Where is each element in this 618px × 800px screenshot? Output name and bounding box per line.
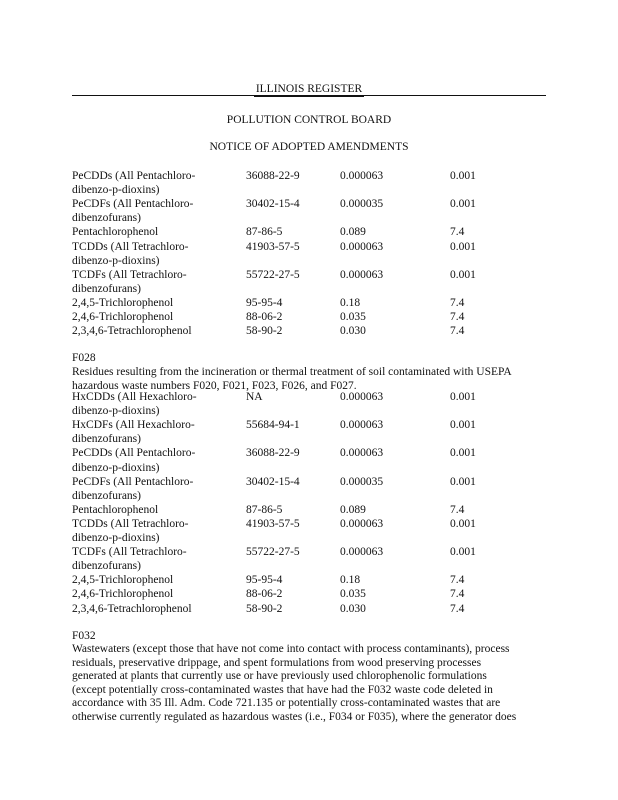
cas-number: 95-95-4 [246,296,283,309]
table-row [72,325,546,339]
constituent-name: dibenzo-p-dioxins) [72,405,160,418]
board-title: POLLUTION CONTROL BOARD [226,114,392,126]
constituent-name: PeCDFs (All Pentachloro- [72,475,194,488]
nonwastewater-standard: 7.4 [450,503,465,516]
wastewater-standard: 0.089 [340,503,366,516]
table-row [72,603,546,617]
constituent-name: TCDFs (All Tetrachloro- [72,546,187,559]
wastewater-standard: 0.000063 [340,391,384,403]
nonwastewater-standard: 0.001 [450,475,476,488]
constituent-name: 2,4,5-Trichlorophenol [72,574,174,587]
table-row [72,226,546,240]
constituent-name: dibenzo-p-dioxins) [72,254,160,267]
constituent-name: Pentachlorophenol [72,226,159,239]
wastewater-standard: 0.000063 [340,546,384,559]
f028-description-line-2: hazardous waste numbers F020, F021, F023, F026, and F027. [72,380,357,392]
cas-number: 36088-22-9 [246,170,300,182]
table-row [72,588,546,602]
table-row [72,490,546,504]
constituent-name: HxCDDs (All Hexachloro- [72,391,197,403]
register-title: ILLINOIS REGISTER [255,83,363,95]
table-row [72,283,546,297]
wastewater-standard: 0.000035 [340,198,384,211]
wastewater-standard: 0.035 [340,588,366,601]
constituent-name: Pentachlorophenol [72,503,159,516]
constituent-name: dibenzo-p-dioxins) [72,532,160,544]
f028-description-line-1: Residues resulting from the incineration or thermal treatment of soil contaminated with USEPA [72,366,512,378]
wastewater-standard: 0.000035 [340,475,384,488]
table-row [72,405,546,419]
cas-number: 30402-15-4 [246,198,300,211]
table-row [72,241,546,255]
table-row [72,212,546,226]
table-row [72,198,546,212]
f032-line: Wastewaters (except those that have not come into contact with process contaminants), process [72,643,510,655]
f032-line: residuals, preservative drippage, and spent formulations from wood preserving processes [72,656,482,669]
nonwastewater-standard: 7.4 [450,311,465,323]
wastewater-standard: 0.000063 [340,170,384,182]
constituent-name: 2,4,6-Trichlorophenol [72,311,174,323]
table-row [72,574,546,588]
table-row [72,391,546,405]
constituent-name: PeCDDs (All Pentachloro- [72,170,196,182]
constituent-name: dibenzofurans) [72,212,141,225]
constituent-name: dibenzofurans) [72,560,141,573]
nonwastewater-standard: 0.001 [450,517,476,530]
constituent-name: dibenzo-p-dioxins) [72,461,160,474]
f032-description [72,643,546,725]
wastewater-standard: 0.089 [340,226,366,239]
table-row [72,532,546,546]
nonwastewater-standard: 7.4 [450,296,465,309]
constituent-name: 2,3,4,6-Tetrachlorophenol [72,602,192,615]
wastewater-standard: 0.030 [340,325,366,338]
constituent-name: 2,3,4,6-Tetrachlorophenol [72,325,192,338]
nonwastewater-standard: 7.4 [450,602,465,615]
table-row [72,255,546,269]
f032-line: accordance with 35 Ill. Adm. Code 721.135 or potentially cross-contaminated wastes that are [72,697,501,710]
constituent-name: dibenzofurans) [72,489,141,502]
cas-number: 88-06-2 [246,588,283,601]
cas-number: 58-90-2 [246,602,283,615]
nonwastewater-standard: 0.001 [450,419,476,432]
nonwastewater-standard: 7.4 [450,226,465,239]
table-row [72,419,546,433]
nonwastewater-standard: 0.001 [450,391,476,403]
nonwastewater-standard: 0.001 [450,447,476,460]
header-rule [72,95,546,96]
cas-number: 87-86-5 [246,226,283,239]
cas-number: 41903-57-5 [246,240,300,253]
constituent-name: dibenzo-p-dioxins) [72,184,160,197]
wastewater-standard: 0.18 [340,296,361,309]
constituent-name: TCDDs (All Tetrachloro- [72,517,189,530]
table-row [72,560,546,574]
table-row [72,447,546,461]
wastewater-standard: 0.000063 [340,419,384,432]
table-row [72,462,546,476]
constituent-name: PeCDDs (All Pentachloro- [72,447,196,460]
nonwastewater-standard: 0.001 [450,268,476,281]
cas-number: 87-86-5 [246,503,283,516]
wastewater-standard: 0.18 [340,574,361,587]
f032-line: otherwise currently regulated as hazardous wastes (i.e., F034 or F035), where the generator does [72,710,517,723]
table-row [72,504,546,518]
f032-line: (except potentially cross-contaminated wastes that have had the F032 waste code deleted in [72,683,493,696]
cas-number: 58-90-2 [246,325,283,338]
constituent-name: 2,4,5-Trichlorophenol [72,296,174,309]
constituent-name: TCDFs (All Tetrachloro- [72,268,187,281]
wastewater-standard: 0.030 [340,602,366,615]
nonwastewater-standard: 7.4 [450,588,465,601]
table-row [72,170,546,184]
constituent-name: dibenzofurans) [72,433,141,446]
table-row [72,297,546,311]
cas-number: 55684-94-1 [246,419,300,432]
cas-number: 55722-27-5 [246,268,300,281]
constituent-name: PeCDFs (All Pentachloro- [72,198,194,211]
wastewater-standard: 0.000063 [340,268,384,281]
constituent-name: dibenzofurans) [72,282,141,295]
cas-number: 41903-57-5 [246,517,300,530]
cas-number: 36088-22-9 [246,447,300,460]
wastewater-standard: 0.035 [340,311,366,323]
nonwastewater-standard: 7.4 [450,325,465,338]
constituent-name: TCDDs (All Tetrachloro- [72,240,189,253]
table-row [72,184,546,198]
table-row [72,476,546,490]
f028-code: F028 [72,352,96,364]
f032-line: generated at plants that currently use or have previously used chlorophenolic formulations [72,670,487,683]
cas-number: 95-95-4 [246,574,283,587]
nonwastewater-standard: 0.001 [450,170,476,182]
nonwastewater-standard: 0.001 [450,198,476,211]
nonwastewater-standard: 0.001 [450,240,476,253]
table-row [72,433,546,447]
nonwastewater-standard: 7.4 [450,574,465,587]
notice-title: NOTICE OF ADOPTED AMENDMENTS [209,141,409,153]
cas-number: 30402-15-4 [246,475,300,488]
table-row [72,518,546,532]
cas-number: 88-06-2 [246,311,283,323]
f032-code: F032 [72,630,96,642]
cas-number: NA [246,391,263,403]
nonwastewater-standard: 0.001 [450,546,476,559]
wastewater-standard: 0.000063 [340,517,384,530]
wastewater-standard: 0.000063 [340,447,384,460]
constituent-name: 2,4,6-Trichlorophenol [72,588,174,601]
table-row [72,311,546,325]
table-row [72,269,546,283]
table-row [72,546,546,560]
wastewater-standard: 0.000063 [340,240,384,253]
constituent-name: HxCDFs (All Hexachloro- [72,419,195,432]
cas-number: 55722-27-5 [246,546,300,559]
